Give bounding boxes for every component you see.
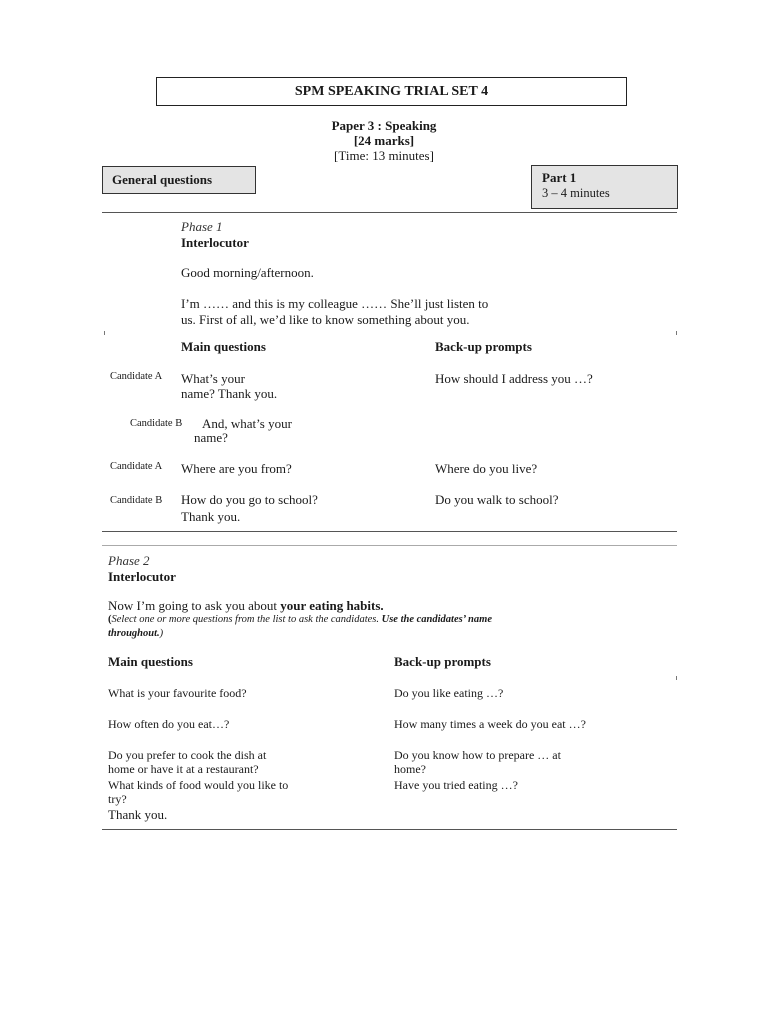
backup-prompt: Do you walk to school? [435, 492, 559, 507]
part-duration: 3 – 4 minutes [542, 186, 610, 200]
candidate-label: Candidate A [110, 461, 163, 472]
phase2-instructions [108, 613, 603, 627]
divider-tick [676, 676, 677, 680]
time-label: [Time: 13 minutes] [334, 148, 434, 163]
main-question: What’s your [181, 371, 245, 386]
main-question: Thank you. [108, 807, 168, 822]
phase2-role: Interlocutor [108, 569, 176, 584]
backup-prompt: home? [394, 762, 426, 776]
instruction-paren-open: ( [108, 614, 112, 625]
phase1-label: Phase 1 [181, 219, 223, 234]
instruction-bold-italic: Use the candidates’ name [379, 614, 492, 625]
main-question: home or have it at a restaurant? [108, 762, 259, 776]
divider-mid-light [102, 545, 677, 546]
main-question: try? [108, 792, 127, 806]
general-questions-box [102, 166, 256, 194]
marks-label: [24 marks] [353, 133, 415, 148]
main-question: name? [194, 430, 228, 445]
phase1-role: Interlocutor [181, 235, 249, 250]
phase2-intro-text: Now I’m going to ask you about [108, 598, 281, 613]
instruction-bold-italic: throughout. [108, 628, 160, 639]
candidate-label: Candidate A [110, 371, 163, 382]
general-questions-label: General questions [112, 172, 213, 187]
phase2-label: Phase 2 [108, 553, 150, 568]
divider-tick [104, 331, 105, 335]
backup-prompt: How many times a week do you eat …? [394, 717, 586, 731]
phase2-main-questions-header: Main questions [108, 654, 193, 669]
main-question: What kinds of food would you like to [108, 778, 289, 792]
backup-prompt: How should I address you …? [435, 371, 593, 386]
backup-prompt: Do you like eating …? [394, 686, 504, 700]
phase2-backup-prompts-header: Back-up prompts [394, 654, 491, 669]
phase1-greeting: Good morning/afternoon. [181, 265, 314, 280]
document-title-text: SPM SPEAKING TRIAL SET 4 [294, 83, 489, 99]
divider-top [102, 212, 677, 213]
phase1-backup-prompts-header: Back-up prompts [435, 339, 532, 354]
divider-tick [676, 331, 677, 335]
phase2-intro [108, 598, 384, 614]
main-question: Do you prefer to cook the dish at [108, 748, 267, 762]
part-label: Part 1 [542, 170, 577, 185]
main-question: Where are you from? [181, 461, 292, 476]
divider-bottom [102, 829, 677, 830]
main-question: And, what’s your [202, 416, 292, 431]
paper-label: Paper 3 : Speaking [331, 118, 437, 133]
backup-prompt: Where do you live? [435, 461, 538, 476]
main-question: How do you go to school? [181, 492, 318, 507]
phase1-intro-line2: us. First of all, we’d like to know something about you. [181, 312, 470, 327]
main-question: What is your favourite food? [108, 686, 247, 700]
candidate-label: Candidate B [130, 418, 183, 429]
instruction-paren-close: ) [159, 628, 164, 639]
instruction-italic: Select one or more questions from the list to ask the candidates. [111, 614, 380, 625]
phase1-main-questions-header: Main questions [181, 339, 266, 354]
phase2-intro-topic: your eating habits. [280, 598, 384, 613]
main-question: How often do you eat…? [108, 717, 230, 731]
backup-prompt: Do you know how to prepare … at [394, 748, 561, 762]
backup-prompt: Have you tried eating …? [394, 778, 518, 792]
phase1-intro-line1: I’m …… and this is my colleague …… She’ll just listen to [181, 296, 489, 311]
part-box [531, 165, 678, 209]
phase2-instructions-line2 [108, 627, 163, 641]
candidate-label: Candidate B [110, 495, 163, 506]
document-title [156, 77, 627, 106]
divider-mid [102, 531, 677, 532]
main-question: name? Thank you. [181, 386, 278, 401]
main-question: Thank you. [181, 509, 241, 524]
